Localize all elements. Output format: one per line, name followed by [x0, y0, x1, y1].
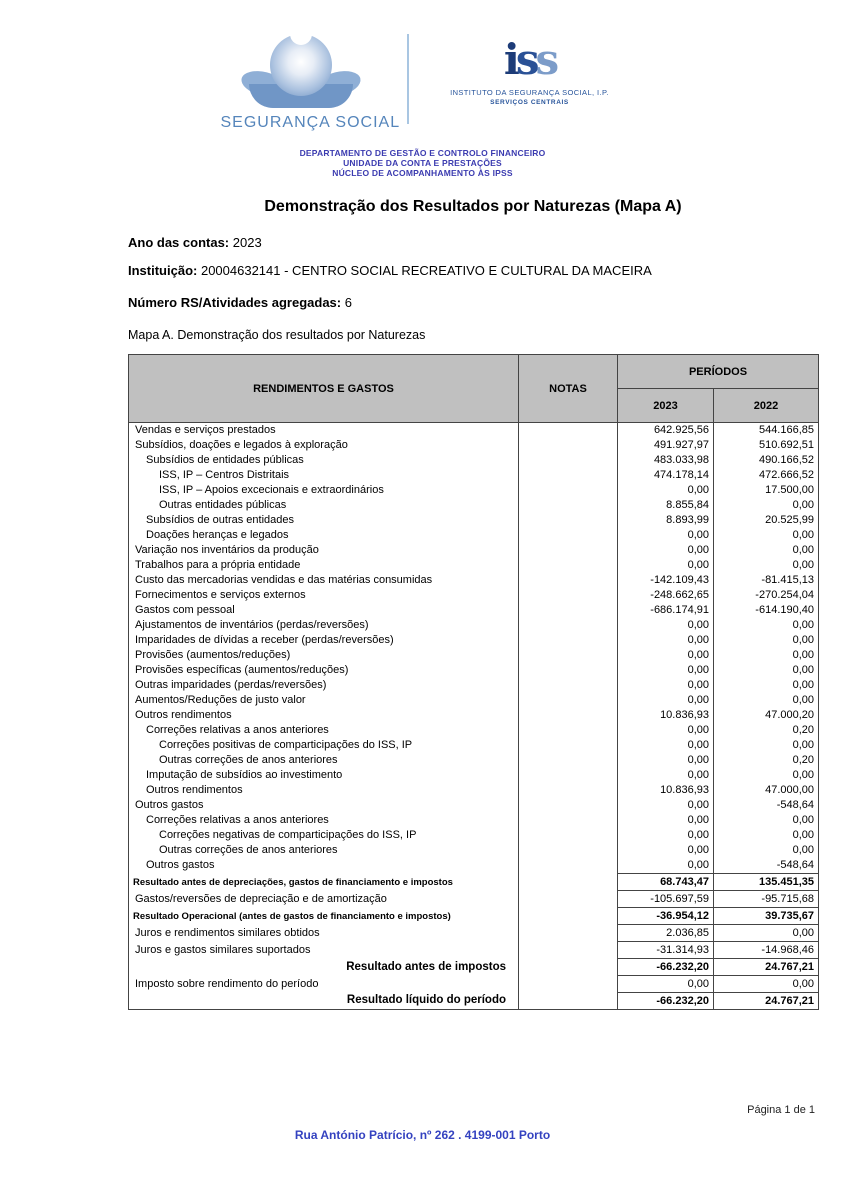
row-value-2023: 2.036,85	[618, 925, 714, 942]
row-value-2022: 0,00	[792, 844, 815, 856]
row-label: Resultado Operacional (antes de gastos de financiamento e impostos)	[129, 908, 519, 925]
column-header-rendimentos: RENDIMENTOS E GASTOS	[129, 355, 519, 423]
row-label: Outras correções de anos anteriores	[129, 753, 519, 768]
logo-divider	[407, 34, 409, 124]
table-row	[129, 708, 819, 723]
iss-wordmark-icon: iss	[503, 35, 556, 84]
row-value-2023: 0,00	[618, 663, 714, 678]
row-notas-cell	[519, 976, 618, 993]
row-value-2022: 0,20	[792, 754, 815, 766]
row-value-2022: -81.415,13	[761, 574, 815, 586]
row-notas-cell	[519, 843, 618, 858]
column-header-periodos: PERÍODOS	[618, 355, 819, 389]
row-value-2023: 483.033,98	[618, 453, 714, 468]
table-row	[129, 925, 819, 942]
row-label: Resultado antes de impostos	[129, 959, 519, 976]
row-label: Juros e rendimentos similares obtidos	[129, 925, 519, 942]
page-number: Página 1 de 1	[747, 1104, 815, 1116]
row-value-2022: 0,00	[714, 976, 819, 993]
table-row	[129, 891, 819, 908]
row-value-2022: 0,00	[792, 739, 815, 751]
row-label: Outras entidades públicas	[129, 498, 519, 513]
header-logos	[0, 0, 845, 132]
row-value-2023: 0,00	[618, 813, 714, 828]
row-value-2022: 0,20	[792, 724, 815, 736]
table-row	[129, 798, 819, 813]
row-value-2022: 0,00	[792, 544, 815, 556]
row-value-2022: -95.715,68	[714, 891, 819, 908]
row-value-2022: 0,00	[792, 814, 815, 826]
row-notas-cell	[519, 423, 618, 439]
table-row	[129, 693, 819, 708]
iss-caption: INSTITUTO DA SEGURANÇA SOCIAL, I.P.	[450, 88, 609, 97]
row-notas-cell	[519, 678, 618, 693]
row-notas-cell	[519, 513, 618, 528]
row-value-2023: -105.697,59	[618, 891, 714, 908]
row-label: Correções relativas a anos anteriores	[129, 723, 519, 738]
row-value-2022: 24.767,21	[714, 959, 819, 976]
table-row	[129, 768, 819, 783]
row-label: Outros rendimentos	[129, 783, 519, 798]
row-label: Juros e gastos similares suportados	[129, 942, 519, 959]
table-row	[129, 813, 819, 828]
row-value-2022: 0,00	[792, 769, 815, 781]
row-notas-cell	[519, 468, 618, 483]
row-notas-cell	[519, 942, 618, 959]
row-notas-cell	[519, 813, 618, 828]
department-line: DEPARTAMENTO DE GESTÃO E CONTROLO FINANCEIRO	[299, 148, 546, 158]
row-value-2023: 0,00	[618, 648, 714, 663]
row-value-2022: 24.767,21	[714, 993, 819, 1010]
row-notas-cell	[519, 648, 618, 663]
table-row	[129, 618, 819, 633]
column-header-notas: NOTAS	[519, 355, 618, 423]
row-notas-cell	[519, 588, 618, 603]
meta-numero	[128, 294, 818, 311]
row-notas-cell	[519, 891, 618, 908]
row-notas-cell	[519, 874, 618, 891]
row-value-2023: 0,00	[618, 828, 714, 843]
row-label: Imposto sobre rendimento do período	[129, 976, 519, 993]
row-value-2023: 0,00	[618, 768, 714, 783]
table-row	[129, 843, 819, 858]
table-row	[129, 828, 819, 843]
meta-block	[128, 234, 818, 311]
row-label: Correções negativas de comparticipações do ISS, IP	[129, 828, 519, 843]
row-value-2022: 20.525,99	[765, 514, 815, 526]
table-row	[129, 858, 819, 874]
row-label: Custo das mercadorias vendidas e das matérias consumidas	[129, 573, 519, 588]
row-value-2023: 0,00	[618, 693, 714, 708]
table-row	[129, 633, 819, 648]
row-notas-cell	[519, 528, 618, 543]
row-value-2023: -142.109,43	[618, 573, 714, 588]
row-label: Ajustamentos de inventários (perdas/reversões)	[129, 618, 519, 633]
row-notas-cell	[519, 723, 618, 738]
row-value-2023: 0,00	[618, 798, 714, 813]
table-row	[129, 723, 819, 738]
row-label: ISS, IP – Apoios excecionais e extraordinários	[129, 483, 519, 498]
row-value-2023: 0,00	[618, 543, 714, 558]
row-label: Subsídios de entidades públicas	[129, 453, 519, 468]
row-value-2022: 0,00	[792, 559, 815, 571]
row-value-2023: 0,00	[618, 558, 714, 573]
row-value-2022: -270.254,04	[755, 589, 815, 601]
meta-instituicao	[128, 262, 818, 279]
row-value-2023: 0,00	[618, 976, 714, 993]
row-notas-cell	[519, 768, 618, 783]
seguranca-social-icon	[241, 32, 361, 108]
row-label: Subsídios de outras entidades	[129, 513, 519, 528]
row-value-2022: 47.000,20	[765, 709, 815, 721]
row-label: Trabalhos para a própria entidade	[129, 558, 519, 573]
row-value-2023: 0,00	[618, 618, 714, 633]
row-label: Provisões específicas (aumentos/reduções)	[129, 663, 519, 678]
row-label: Vendas e serviços prestados	[129, 423, 519, 439]
table-row	[129, 528, 819, 543]
row-value-2023: -31.314,93	[618, 942, 714, 959]
row-notas-cell	[519, 925, 618, 942]
row-label: Subsídios, doações e legados à exploração	[129, 438, 519, 453]
row-notas-cell	[519, 483, 618, 498]
row-value-2023: 0,00	[618, 738, 714, 753]
row-notas-cell	[519, 959, 618, 976]
table-row	[129, 543, 819, 558]
row-value-2022: -14.968,46	[714, 942, 819, 959]
row-value-2022: 490.166,52	[758, 454, 815, 466]
meta-instituicao-label: Instituição:	[128, 263, 198, 278]
row-value-2023: 491.927,97	[618, 438, 714, 453]
row-value-2023: 0,00	[618, 483, 714, 498]
row-value-2022: 0,00	[792, 679, 815, 691]
table-row	[129, 483, 819, 498]
row-value-2022: -548,64	[776, 859, 815, 871]
seguranca-social-logo	[220, 32, 401, 132]
meta-numero-value: 6	[344, 295, 352, 310]
row-notas-cell	[519, 708, 618, 723]
row-notas-cell	[519, 753, 618, 768]
table-row	[129, 959, 819, 976]
table-row	[129, 648, 819, 663]
row-value-2023: -66.232,20	[618, 959, 714, 976]
row-value-2023: 0,00	[618, 858, 714, 874]
row-notas-cell	[519, 558, 618, 573]
row-value-2022: -614.190,40	[755, 604, 815, 616]
meta-numero-label: Número RS/Atividades agregadas:	[128, 295, 342, 310]
table-row	[129, 468, 819, 483]
row-notas-cell	[519, 633, 618, 648]
row-value-2022: 0,00	[792, 694, 815, 706]
table-row	[129, 678, 819, 693]
table-row	[129, 663, 819, 678]
row-notas-cell	[519, 993, 618, 1010]
row-value-2023: 8.855,84	[618, 498, 714, 513]
row-value-2022: 510.692,51	[758, 439, 815, 451]
row-label: Imputação de subsídios ao investimento	[129, 768, 519, 783]
row-notas-cell	[519, 603, 618, 618]
row-label: Gastos/reversões de depreciação e de amortização	[129, 891, 519, 908]
row-label: Outros rendimentos	[129, 708, 519, 723]
seguranca-social-caption: SEGURANÇA SOCIAL	[220, 114, 401, 131]
row-value-2022: 135.451,35	[714, 874, 819, 891]
row-value-2022: 0,00	[792, 499, 815, 511]
row-value-2023: 0,00	[618, 843, 714, 858]
row-label: Variação nos inventários da produção	[129, 543, 519, 558]
table-subtitle: Mapa A. Demonstração dos resultados por Naturezas	[128, 328, 426, 342]
row-value-2023: 474.178,14	[618, 468, 714, 483]
row-value-2022: 0,00	[792, 829, 815, 841]
row-notas-cell	[519, 693, 618, 708]
row-value-2023: -66.232,20	[618, 993, 714, 1010]
row-value-2023: 0,00	[618, 528, 714, 543]
row-value-2023: 642.925,56	[618, 423, 714, 439]
row-value-2023: 0,00	[618, 678, 714, 693]
table-row	[129, 976, 819, 993]
row-label: Provisões (aumentos/reduções)	[129, 648, 519, 663]
row-notas-cell	[519, 438, 618, 453]
department-line: NÚCLEO DE ACOMPANHAMENTO ÀS IPSS	[332, 168, 513, 178]
table-row	[129, 942, 819, 959]
row-label: Outras imparidades (perdas/reversões)	[129, 678, 519, 693]
department-lines	[0, 148, 845, 178]
row-value-2023: -686.174,91	[618, 603, 714, 618]
table-row	[129, 908, 819, 925]
row-value-2022: 544.166,85	[758, 424, 815, 436]
table-row	[129, 558, 819, 573]
row-value-2023: 8.893,99	[618, 513, 714, 528]
row-value-2023: 10.836,93	[618, 708, 714, 723]
row-label: Resultado antes de depreciações, gastos de financiamento e impostos	[129, 874, 519, 891]
row-notas-cell	[519, 798, 618, 813]
row-value-2022: 0,00	[714, 925, 819, 942]
row-notas-cell	[519, 498, 618, 513]
table-row	[129, 874, 819, 891]
row-value-2023: 68.743,47	[618, 874, 714, 891]
row-value-2022: 0,00	[792, 529, 815, 541]
table-row	[129, 573, 819, 588]
row-label: Correções positivas de comparticipações do ISS, IP	[129, 738, 519, 753]
table-row	[129, 498, 819, 513]
row-notas-cell	[519, 738, 618, 753]
row-notas-cell	[519, 543, 618, 558]
row-value-2022: 472.666,52	[758, 469, 815, 481]
footer-address: Rua António Patrício, nº 262 . 4199-001 Porto	[294, 1128, 551, 1142]
row-label: Resultado líquido do período	[129, 993, 519, 1010]
table-row	[129, 603, 819, 618]
row-notas-cell	[519, 618, 618, 633]
row-notas-cell	[519, 858, 618, 874]
row-value-2023: 10.836,93	[618, 783, 714, 798]
row-label: Outros gastos	[129, 858, 519, 874]
row-value-2022: 0,00	[792, 649, 815, 661]
meta-ano	[128, 234, 818, 251]
table-row	[129, 438, 819, 453]
row-label: Correções relativas a anos anteriores	[129, 813, 519, 828]
table-row	[129, 993, 819, 1010]
table-row	[129, 783, 819, 798]
row-value-2023: 0,00	[618, 633, 714, 648]
row-value-2022: 17.500,00	[765, 484, 815, 496]
table-row	[129, 588, 819, 603]
meta-ano-label: Ano das contas:	[128, 235, 230, 250]
iss-subcaption: SERVIÇOS CENTRAIS	[490, 99, 569, 106]
row-value-2023: 0,00	[618, 723, 714, 738]
row-label: Fornecimentos e serviços externos	[129, 588, 519, 603]
row-value-2022: 0,00	[792, 664, 815, 676]
page-title: Demonstração dos Resultados por Naturezas (Mapa A)	[264, 198, 682, 215]
row-value-2022: 0,00	[792, 619, 815, 631]
department-line: UNIDADE DA CONTA E PRESTAÇÕES	[343, 158, 502, 168]
table-row	[129, 738, 819, 753]
row-value-2023: 0,00	[618, 753, 714, 768]
row-label: Outras correções de anos anteriores	[129, 843, 519, 858]
results-table	[128, 354, 819, 1010]
row-notas-cell	[519, 453, 618, 468]
row-label: Doações heranças e legados	[129, 528, 519, 543]
row-value-2022: -548,64	[776, 799, 815, 811]
row-value-2022: 47.000,00	[765, 784, 815, 796]
row-label: Imparidades de dívidas a receber (perdas/reversões)	[129, 633, 519, 648]
table-row	[129, 753, 819, 768]
row-label: Aumentos/Reduções de justo valor	[129, 693, 519, 708]
row-value-2023: -248.662,65	[618, 588, 714, 603]
row-notas-cell	[519, 663, 618, 678]
table-row	[129, 453, 819, 468]
row-label: ISS, IP – Centros Distritais	[129, 468, 519, 483]
row-label: Gastos com pessoal	[129, 603, 519, 618]
column-header-2023: 2023	[618, 389, 714, 423]
row-notas-cell	[519, 783, 618, 798]
row-value-2022: 39.735,67	[714, 908, 819, 925]
row-notas-cell	[519, 828, 618, 843]
table-row	[129, 423, 819, 439]
meta-instituicao-value: 20004632141 - CENTRO SOCIAL RECREATIVO E CULTURAL DA MACEIRA	[200, 263, 652, 278]
meta-ano-value: 2023	[232, 235, 262, 250]
row-value-2023: -36.954,12	[618, 908, 714, 925]
row-notas-cell	[519, 573, 618, 588]
table-row	[129, 513, 819, 528]
row-label: Outros gastos	[129, 798, 519, 813]
row-value-2022: 0,00	[792, 634, 815, 646]
row-notas-cell	[519, 908, 618, 925]
iss-logo	[435, 32, 625, 106]
column-header-2022: 2022	[714, 389, 819, 423]
